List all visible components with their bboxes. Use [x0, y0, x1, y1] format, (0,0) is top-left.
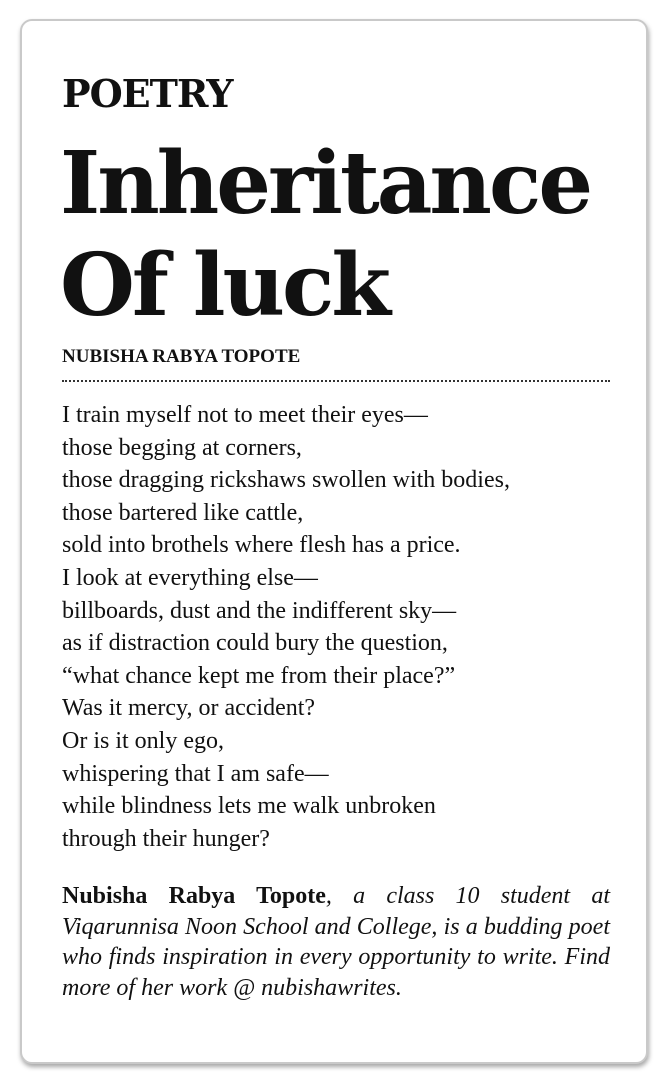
- poem-line: as if distraction could bury the question,: [62, 630, 448, 657]
- poem-line: Or is it only ego,: [62, 727, 224, 754]
- poem-line: I look at everything else—: [62, 564, 318, 591]
- poem-line: those bartered like cattle,: [62, 499, 304, 526]
- dotted-divider: [62, 380, 610, 382]
- poem-line: billboards, dust and the indifferent sky—: [62, 597, 457, 624]
- poem-line: those begging at corners,: [62, 434, 302, 461]
- poem-line: through their hunger?: [62, 825, 270, 852]
- poem-body: [62, 399, 510, 855]
- poem-line: “what chance kept me from their place?”: [62, 662, 456, 689]
- article-card: [20, 19, 648, 1064]
- author-byline: NUBISHA RABYA TOPOTE: [62, 346, 301, 367]
- author-bio: [62, 881, 610, 1003]
- bio-description: , a class 10 student at Viqarunnisa Noon School and College, is a budding poet who finds inspiration in every opportunity to write. Find more of her work @ nubishawrites.: [62, 883, 610, 1001]
- poem-line: those dragging rickshaws swollen with bodies,: [62, 467, 510, 494]
- section-label: POETRY: [62, 71, 233, 116]
- bio-author-name: Nubisha Rabya Topote: [62, 883, 326, 909]
- poem-line: Was it mercy, or accident?: [62, 695, 316, 722]
- poem-line: whispering that I am safe—: [62, 760, 329, 787]
- poem-line: sold into brothels where flesh has a price.: [62, 532, 461, 559]
- poem-line: while blindness lets me walk unbroken: [62, 793, 436, 820]
- poem-line: I train myself not to meet their eyes—: [62, 402, 428, 428]
- article-title: Inheritance Of luck: [60, 133, 591, 336]
